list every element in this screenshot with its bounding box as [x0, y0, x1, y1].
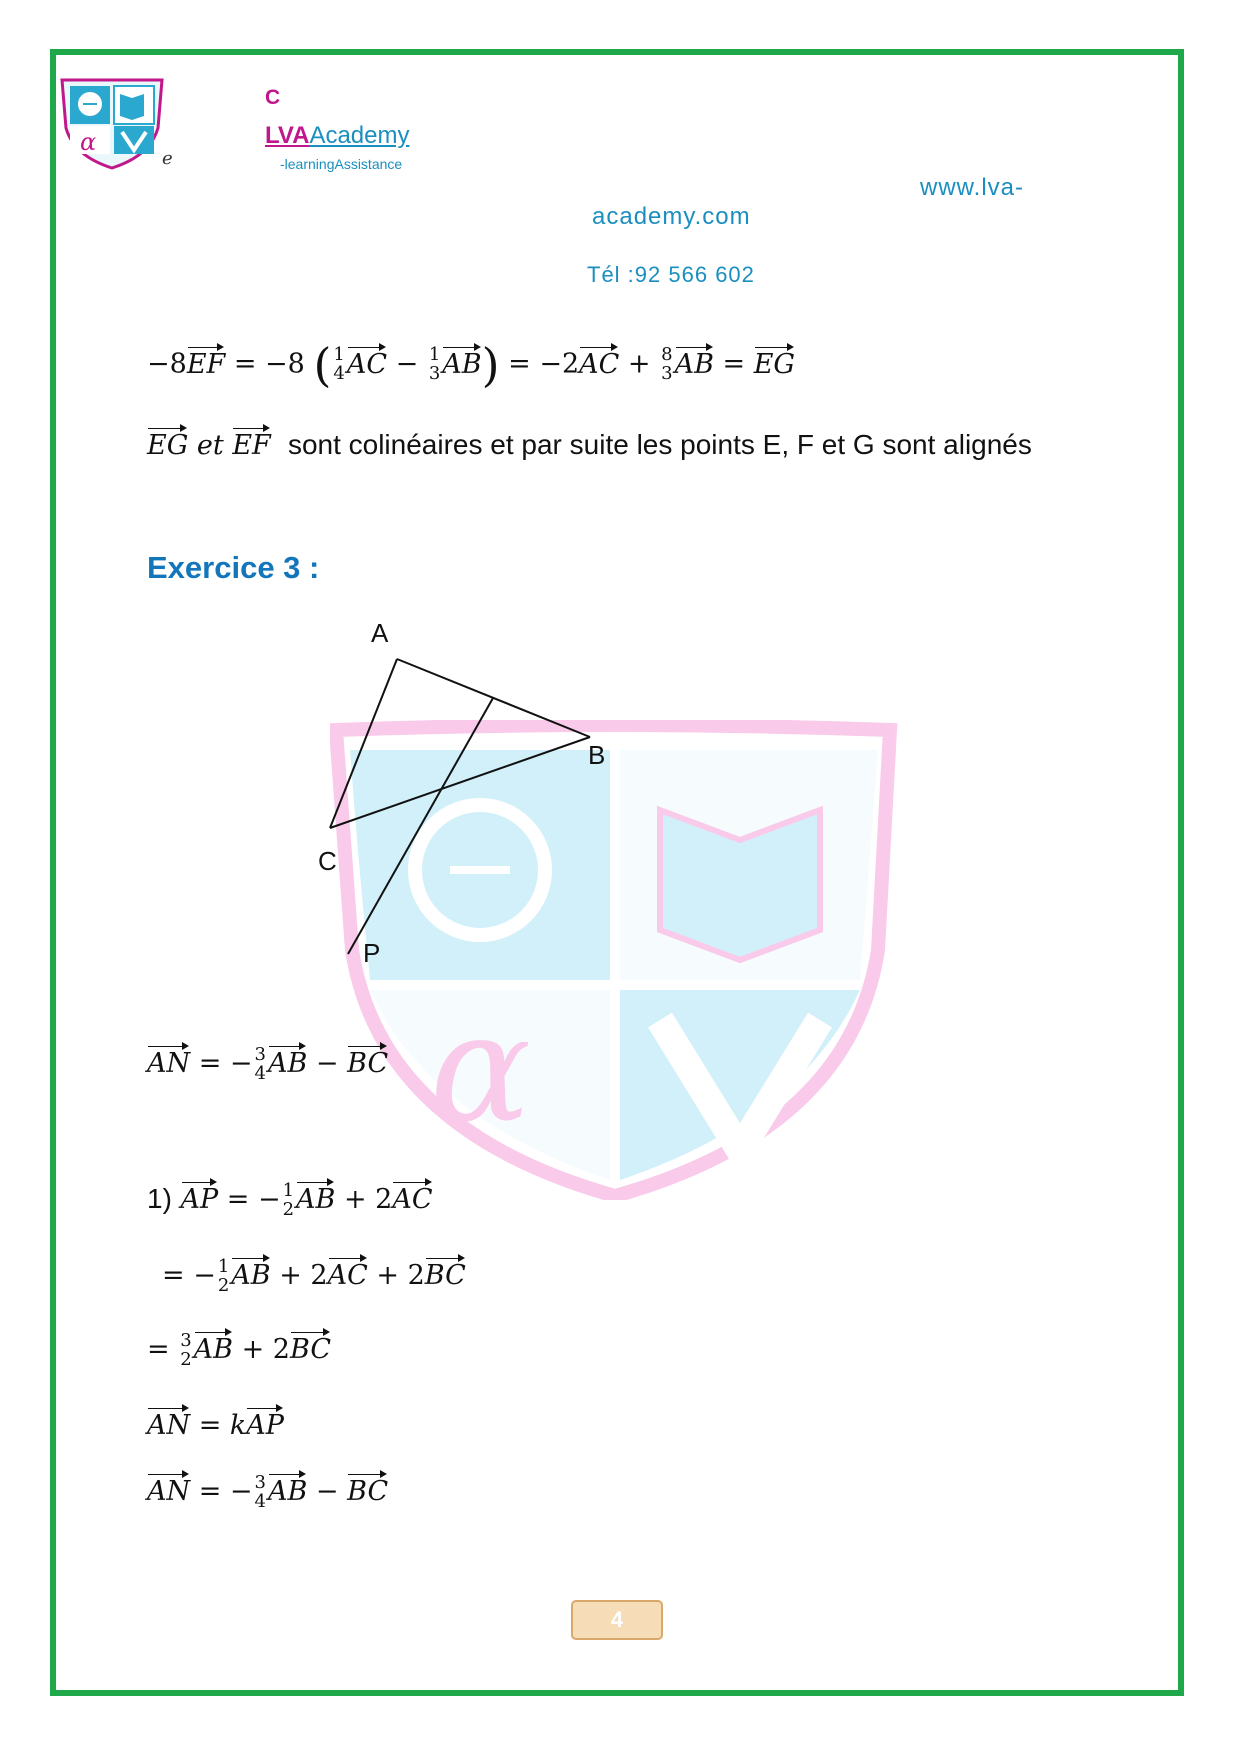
label-p: P	[363, 938, 381, 968]
equation-ef-eg: −8EF = −8 ( 1 4 AC − 1 3 AB) = −2AC + 8 3 AB = EG	[147, 338, 795, 392]
label-a: A	[371, 618, 389, 648]
equation-an-kap: AN = kAP	[147, 1404, 284, 1441]
website-link-part1[interactable]: www.lva-	[920, 174, 1025, 201]
equation-an: AN = − 3 4 AB − BC	[147, 1043, 389, 1084]
svg-text:α: α	[80, 128, 97, 156]
brand-letter-c: C	[265, 86, 281, 109]
equation-ap-step2: = − 1 2 AB + 2AC + 2BC	[162, 1255, 466, 1296]
brand-tagline: -learningAssistance	[280, 156, 403, 172]
label-b: B	[588, 740, 606, 770]
exercise-title: Exercice 3 :	[147, 550, 320, 585]
brand-academy: Academy	[309, 122, 410, 149]
website-link-part2[interactable]: academy.com	[592, 203, 751, 230]
lva-logo-icon	[58, 78, 166, 170]
phone-number: Tél :92 566 602	[587, 262, 755, 287]
segment-cb	[330, 737, 590, 828]
word-et: et	[196, 430, 224, 461]
brand-lva: LVA	[265, 122, 310, 149]
equation-ap-step3: = 3 2 AB + 2BC	[147, 1329, 331, 1370]
label-c: C	[318, 846, 337, 876]
page-number: 4	[571, 1600, 663, 1640]
segment-ab	[397, 659, 590, 737]
equation-an-repeat: AN = − 3 4 AB − BC	[147, 1471, 389, 1512]
collinearity-conclusion: EG et EF sont colinéaires et par suite les points E, F et G sont alignés	[147, 424, 1032, 461]
equation-ap: 1) AP = − 1 2 AB + 2AC	[147, 1179, 433, 1220]
segment-ac	[330, 659, 397, 828]
question-1-label: 1)	[147, 1183, 172, 1214]
logo-letter-e: e	[162, 148, 173, 169]
line-np	[348, 698, 493, 954]
triangle-figure	[300, 610, 640, 980]
brand-name[interactable]	[265, 122, 409, 150]
svg-text:α: α	[430, 982, 532, 1156]
conclusion-text: sont colinéaires et par suite les points E, F et G sont alignés	[287, 429, 1032, 460]
